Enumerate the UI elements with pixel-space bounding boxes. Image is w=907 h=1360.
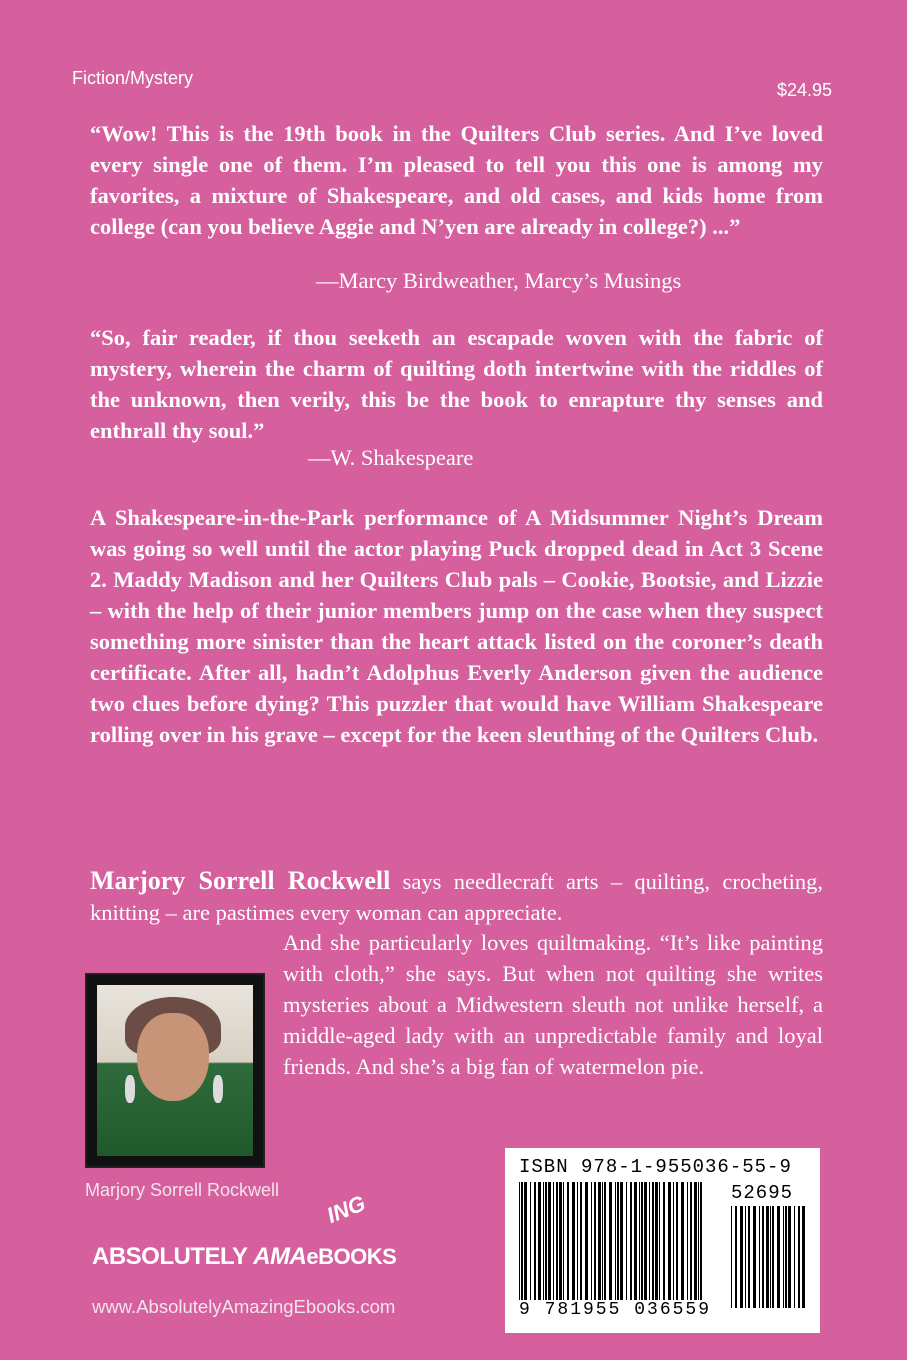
barcode-stripe xyxy=(766,1206,769,1308)
barcode-stripe xyxy=(785,1206,787,1308)
barcode-stripe xyxy=(788,1206,791,1308)
barcode-stripe xyxy=(563,1182,564,1300)
barcode-stripe xyxy=(798,1206,800,1308)
barcode-stripe xyxy=(649,1182,650,1300)
barcode-stripe xyxy=(548,1182,551,1300)
barcode-stripe xyxy=(615,1182,616,1300)
barcode-stripe xyxy=(668,1182,671,1300)
barcode-stripe xyxy=(626,1182,627,1300)
barcode-stripe xyxy=(753,1206,756,1308)
review-attribution-1: —Marcy Birdweather, Marcy’s Musings xyxy=(316,268,682,293)
author-bio-intro-text: says needlecraft arts – quilting, crocheting, knitting – are pastimes every woman can appreciate. xyxy=(90,869,823,925)
barcode-stripe xyxy=(609,1182,612,1300)
isbn-text: ISBN 978-1-955036-55-9 xyxy=(519,1156,792,1178)
barcode-stripe xyxy=(634,1182,637,1300)
barcode-stripe xyxy=(577,1182,578,1300)
earring-right xyxy=(213,1075,223,1103)
barcode-stripe xyxy=(652,1182,654,1300)
publisher-logo-word3: eBOOKS xyxy=(306,1244,397,1269)
barcode-stripe xyxy=(521,1182,523,1300)
barcode-number: 9 781955 036559 xyxy=(519,1300,712,1320)
barcode-stripe xyxy=(772,1206,774,1308)
barcode-stripe xyxy=(602,1182,603,1300)
barcode-stripe xyxy=(617,1182,619,1300)
barcode-stripe xyxy=(567,1182,569,1300)
barcode-stripe xyxy=(534,1182,536,1300)
barcode-stripe xyxy=(740,1206,743,1308)
barcode-stripe xyxy=(694,1182,697,1300)
barcode-stripe xyxy=(794,1206,795,1308)
barcode-stripe xyxy=(585,1182,588,1300)
barcode-stripe xyxy=(604,1182,606,1300)
earring-left xyxy=(125,1075,135,1103)
photo-caption: Marjory Sorrell Rockwell xyxy=(85,1180,280,1200)
review-attribution-2: —W. Shakespeare xyxy=(308,445,474,470)
publisher-logo-ing: ING xyxy=(323,1190,369,1229)
barcode-stripe xyxy=(731,1206,732,1308)
barcode-stripe xyxy=(580,1182,582,1300)
barcode-stripe xyxy=(681,1182,684,1300)
genre-label: Fiction/Mystery xyxy=(72,68,194,88)
barcode-stripe xyxy=(700,1182,702,1300)
barcode-stripe xyxy=(735,1206,737,1308)
barcode-stripe xyxy=(759,1206,760,1308)
publisher-logo-word2: AMA xyxy=(253,1243,307,1270)
barcode-stripe xyxy=(530,1182,531,1300)
barcode-stripe xyxy=(559,1182,562,1300)
barcode-stripe xyxy=(802,1206,805,1308)
isbn-barcode xyxy=(505,1148,820,1333)
review-quote-1: “Wow! This is the 19th book in the Quilters Club series. And I’ve loved every single one of them. I’m pleased to tell you this one is among my favorites, a mixture of Shakespeare, and old cases, and kids home from college (can you believe Aggie and N’yen are already in college?) ...” xyxy=(90,121,823,239)
barcode-stripe xyxy=(655,1182,658,1300)
barcode-stripe xyxy=(641,1182,643,1300)
barcode-stripe xyxy=(745,1206,746,1308)
barcode-stripe xyxy=(545,1182,547,1300)
publisher-website[interactable]: www.AbsolutelyAmazingEbooks.com xyxy=(92,1296,396,1317)
barcode-stripe xyxy=(591,1182,592,1300)
barcode-stripe xyxy=(762,1206,764,1308)
barcode-stripe xyxy=(639,1182,640,1300)
barcode-stripe xyxy=(594,1182,596,1300)
barcode-stripe xyxy=(538,1182,541,1300)
book-blurb: A Shakespeare-in-the-Park performance of A Midsummer Night’s Dream was going so well until the actor playing Puck dropped dead in Act 3 Scene 2. Maddy Madison and her Quilters Club pals – Cookie, Bootsie, and Lizzie – with the help of their junior members jump on the case when they suspect something more sinister than the heart attack listed on the coroner’s death certificate. After all, hadn’t Adolphus Everly Anderson given the audience two clues before dying? This puzzler that would have William Shakespeare rolling over in his grave – except for the keen sleuthing of the Quilters Club. xyxy=(90,505,823,747)
publisher-logo xyxy=(92,1243,396,1271)
barcode-stripe xyxy=(748,1206,750,1308)
barcode-stripe xyxy=(777,1206,780,1308)
price-code: 52695 xyxy=(731,1182,794,1204)
barcode-stripe xyxy=(519,1182,520,1300)
barcode-stripe xyxy=(556,1182,558,1300)
barcode-stripe xyxy=(687,1182,688,1300)
barcode-bars xyxy=(519,1182,703,1300)
author-name: Marjory Sorrell Rockwell xyxy=(90,866,391,895)
barcode-stripe xyxy=(598,1182,601,1300)
barcode-stripe xyxy=(553,1182,554,1300)
barcode-stripe xyxy=(524,1182,527,1300)
barcode-stripe xyxy=(620,1182,623,1300)
review-quote-2: “So, fair reader, if thou seeketh an escapade woven with the fabric of mystery, wherein the charm of quilting doth intertwine with the riddles of the unknown, then verily, this be the book to enrapture thy senses and enthrall thy soul.” xyxy=(90,325,823,443)
barcode-stripe xyxy=(676,1182,678,1300)
barcode-stripe xyxy=(644,1182,647,1300)
author-photo xyxy=(85,973,265,1168)
barcode-stripe xyxy=(690,1182,692,1300)
price-label: $24.95 xyxy=(776,80,832,100)
barcode-stripe xyxy=(659,1182,660,1300)
barcode-stripe xyxy=(673,1182,674,1300)
author-face xyxy=(137,1013,209,1101)
barcode-stripe xyxy=(630,1182,632,1300)
author-bio-intro xyxy=(90,865,823,928)
barcode-addon-bars xyxy=(731,1206,807,1308)
barcode-stripe xyxy=(783,1206,784,1308)
author-bio-body: And she particularly loves quiltmaking. “It’s like painting with cloth,” she says. But when not quilting she writes mysteries about a Midwestern sleuth not unlike herself, a middle-aged lady with an unpredictable family and loyal friends. And she’s a big fan of watermelon pie. xyxy=(283,930,823,1079)
barcode-stripe xyxy=(770,1206,771,1308)
barcode-stripe xyxy=(663,1182,665,1300)
barcode-stripe xyxy=(543,1182,544,1300)
barcode-stripe xyxy=(572,1182,575,1300)
barcode-stripe xyxy=(698,1182,699,1300)
publisher-logo-word1: ABSOLUTELY xyxy=(92,1243,248,1270)
